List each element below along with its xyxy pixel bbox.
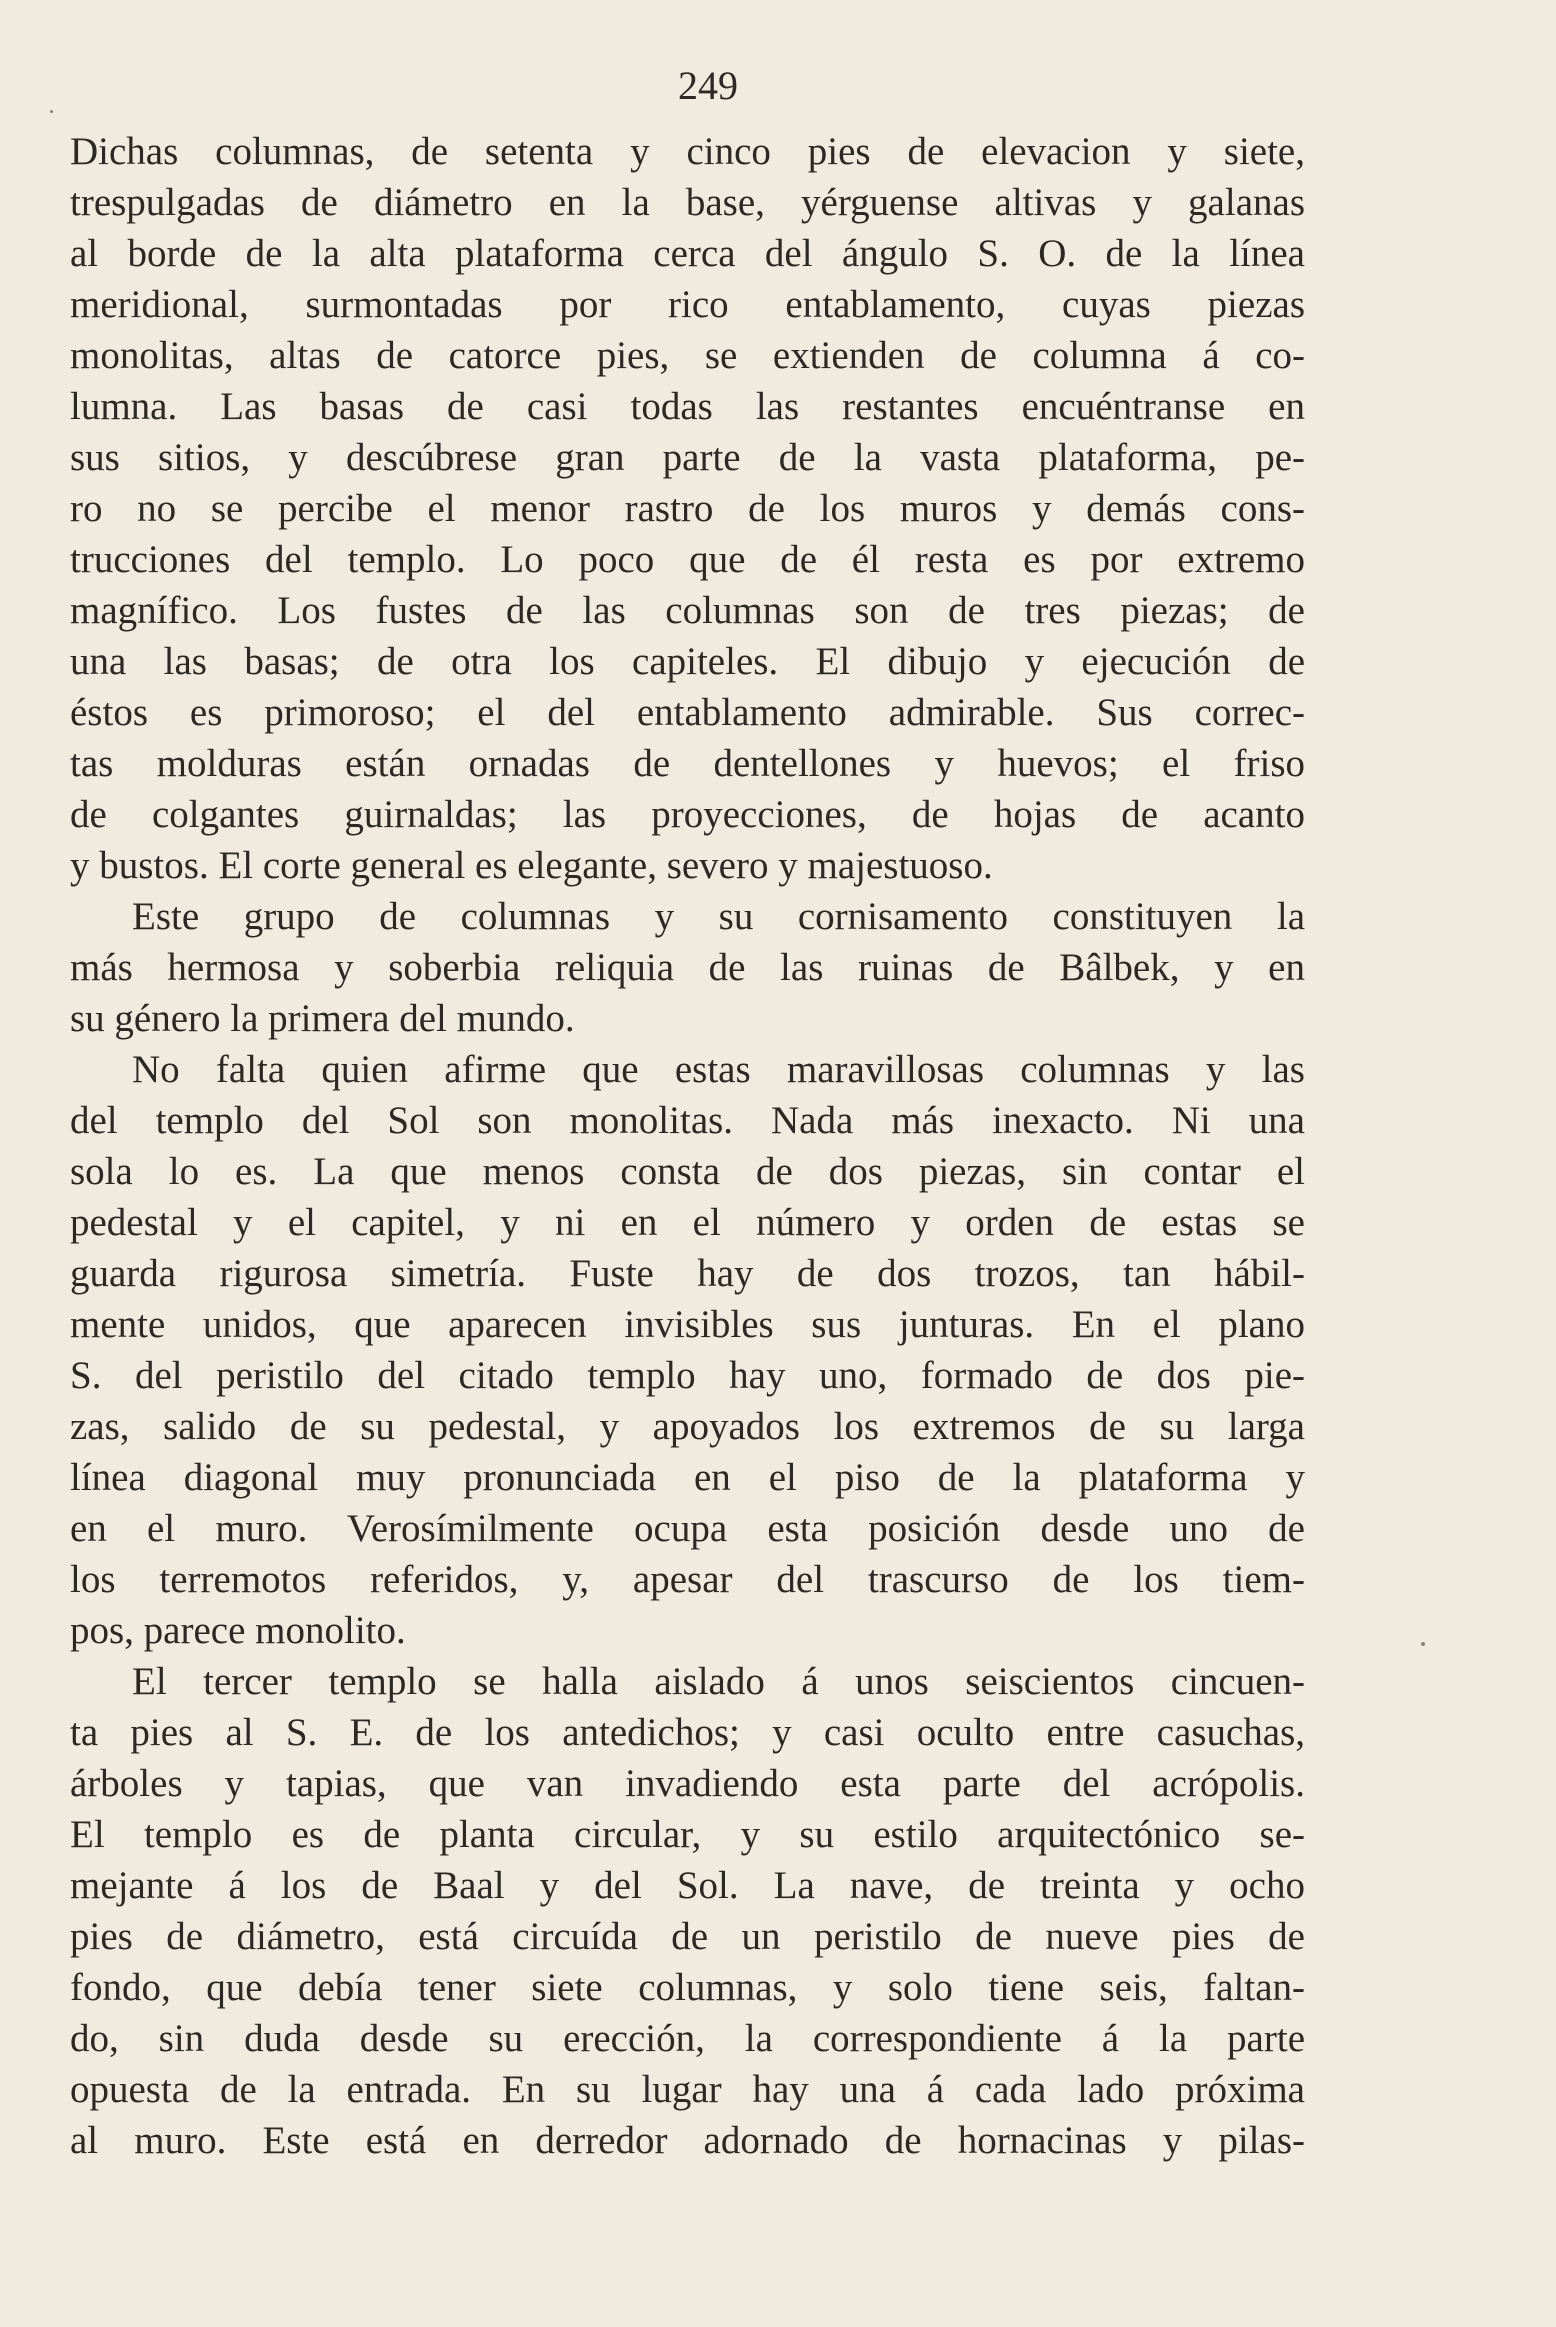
page-number: 249 xyxy=(678,63,738,108)
text-line: mejante á los de Baal y del Sol. La nave, de treinta y ocho xyxy=(70,1864,1305,1907)
text-line: trespulgadas de diámetro en la base, yérguense altivas y galanas xyxy=(70,181,1305,224)
text-line: Este grupo de columnas y su cornisamento constituyen la xyxy=(132,895,1305,938)
text-line: una las basas; de otra los capiteles. El dibujo y ejecución de xyxy=(70,640,1305,683)
text-line: de colgantes guirnaldas; las proyecciones, de hojas de acanto xyxy=(70,793,1305,836)
text-line: opuesta de la entrada. En su lugar hay una á cada lado próxima xyxy=(70,2068,1305,2111)
text-line: El templo es de planta circular, y su estilo arquitectónico se- xyxy=(70,1813,1305,1856)
text-line: al borde de la alta plataforma cerca del ángulo S. O. de la línea xyxy=(70,232,1305,275)
text-line: lumna. Las basas de casi todas las restantes encuéntranse en xyxy=(70,385,1305,428)
text-line: fondo, que debía tener siete columnas, y solo tiene seis, faltan- xyxy=(70,1966,1305,2009)
body-text xyxy=(70,126,1305,2166)
text-line: Dichas columnas, de setenta y cinco pies de elevacion y siete, xyxy=(70,130,1305,173)
text-line: S. del peristilo del citado templo hay uno, formado de dos pie- xyxy=(70,1354,1305,1397)
text-line: mente unidos, que aparecen invisibles sus junturas. En el plano xyxy=(70,1303,1305,1346)
text-line: El tercer templo se halla aislado á unos seiscientos cincuen- xyxy=(132,1660,1305,1703)
text-line: del templo del Sol son monolitas. Nada más inexacto. Ni una xyxy=(70,1099,1305,1142)
text-line: y bustos. El corte general es elegante, severo y majestuoso. xyxy=(70,844,993,887)
text-line: más hermosa y soberbia reliquia de las ruinas de Bâlbek, y en xyxy=(70,946,1305,989)
text-line: su género la primera del mundo. xyxy=(70,997,575,1040)
text-line: ta pies al S. E. de los antedichos; y casi oculto entre casuchas, xyxy=(70,1711,1305,1754)
text-line: línea diagonal muy pronunciada en el piso de la plataforma y xyxy=(70,1456,1305,1499)
text-line: magnífico. Los fustes de las columnas son de tres piezas; de xyxy=(70,589,1305,632)
paper-speck xyxy=(1421,1642,1425,1646)
text-line: tas molduras están ornadas de dentellones y huevos; el friso xyxy=(70,742,1305,785)
text-line: No falta quien afirme que estas maravillosas columnas y las xyxy=(132,1048,1305,1091)
text-line: trucciones del templo. Lo poco que de él resta es por extremo xyxy=(70,538,1305,581)
text-line: do, sin duda desde su erección, la correspondiente á la parte xyxy=(70,2017,1305,2060)
text-line: meridional, surmontadas por rico entablamento, cuyas piezas xyxy=(70,283,1305,326)
text-line: los terremotos referidos, y, apesar del trascurso de los tiem- xyxy=(70,1558,1305,1601)
text-line: sus sitios, y descúbrese gran parte de la vasta plataforma, pe- xyxy=(70,436,1305,479)
paper-speck xyxy=(50,110,53,113)
text-line: pies de diámetro, está circuída de un peristilo de nueve pies de xyxy=(70,1915,1305,1958)
text-line: guarda rigurosa simetría. Fuste hay de dos trozos, tan hábil- xyxy=(70,1252,1305,1295)
text-line: pedestal y el capitel, y ni en el número y orden de estas se xyxy=(70,1201,1305,1244)
text-line: zas, salido de su pedestal, y apoyados los extremos de su larga xyxy=(70,1405,1305,1448)
text-line: en el muro. Verosímilmente ocupa esta posición desde uno de xyxy=(70,1507,1305,1550)
text-line: monolitas, altas de catorce pies, se extienden de columna á co- xyxy=(70,334,1305,377)
text-line: pos, parece monolito. xyxy=(70,1609,406,1652)
text-line: ro no se percibe el menor rastro de los muros y demás cons- xyxy=(70,487,1305,530)
text-line: árboles y tapias, que van invadiendo esta parte del acrópolis. xyxy=(70,1762,1305,1805)
text-line: al muro. Este está en derredor adornado de hornacinas y pilas- xyxy=(70,2119,1305,2162)
text-line: sola lo es. La que menos consta de dos piezas, sin contar el xyxy=(70,1150,1305,1193)
text-line: éstos es primoroso; el del entablamento admirable. Sus correc- xyxy=(70,691,1305,734)
